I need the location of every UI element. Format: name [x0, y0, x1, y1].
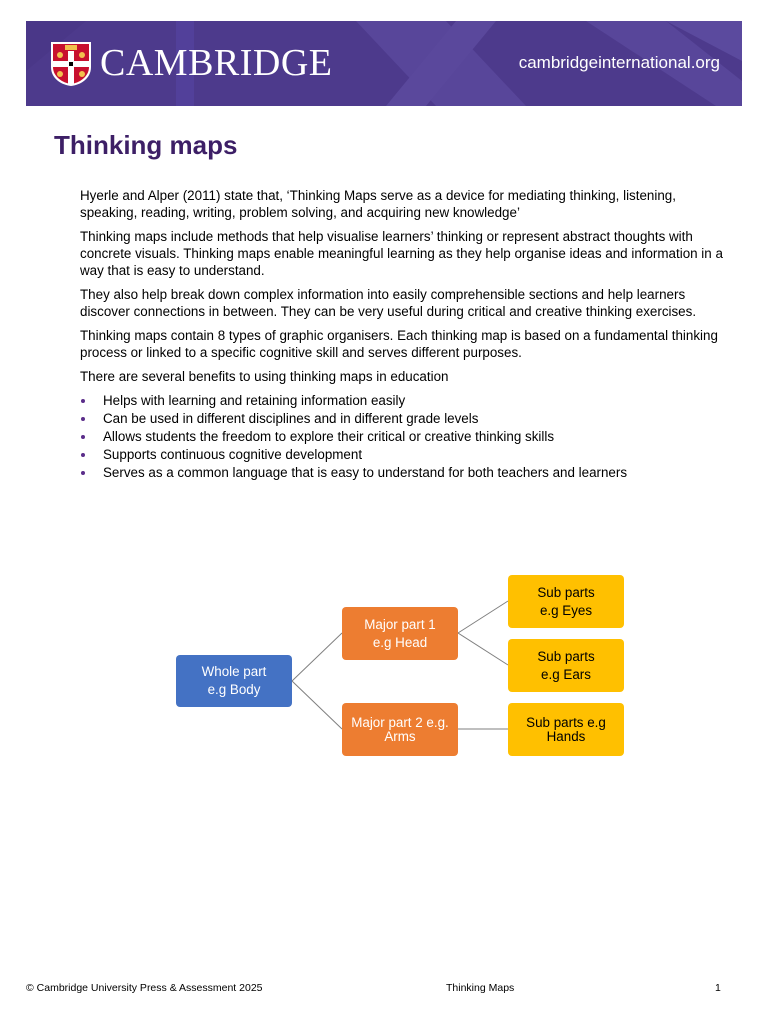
sub-parts-hands-node [508, 703, 624, 756]
paragraph: There are several benefits to using thinking maps in education [80, 369, 449, 384]
website-link[interactable]: cambridgeinternational.org [518, 53, 720, 72]
page-title: Thinking maps [54, 130, 238, 160]
header-banner [26, 21, 742, 106]
brand-name: CAMBRIDGE [100, 42, 333, 84]
node-label: Major part 1 e.g Head [364, 616, 436, 650]
major-part-1-node [342, 607, 458, 660]
footer-doc-title: Thinking Maps [446, 982, 515, 994]
body-text [80, 187, 730, 482]
node-label: Whole part e.g Body [201, 664, 267, 697]
cambridge-crest-icon [50, 41, 92, 87]
list-item: Can be used in different disciplines and in different grade levels [80, 410, 730, 427]
paragraph: Thinking maps include methods that help visualise learners’ thinking or represent abstract thoughts with concrete visuals. Thinking maps enable meaningful learning as they help organise ideas and information in a way that is easy to understand. [80, 229, 723, 278]
list-item: Supports continuous cognitive development [80, 446, 730, 463]
connector-line [292, 681, 342, 729]
footer-copyright: © Cambridge University Press & Assessment 2025 [26, 982, 263, 994]
node-label: Sub parts e.g Ears [537, 648, 595, 682]
sub-parts-ears-node [508, 639, 624, 692]
major-part-2-node [342, 703, 458, 756]
sub-parts-eyes-node [508, 575, 624, 628]
paragraph: They also help break down complex information into easily comprehensible sections and help learners discover connections in between. They can be very useful during critical and creative thinking exercises. [80, 287, 697, 319]
node-label: Major part 2 e.g. Arms [351, 714, 449, 744]
paragraph: Thinking maps contain 8 types of graphic organisers. Each thinking map is based on a fundamental thinking process or linked to a specific cognitive skill and serves different purposes. [80, 328, 718, 360]
list-item: Serves as a common language that is easy to understand for both teachers and learners [80, 464, 730, 481]
footer-page-number: 1 [715, 982, 721, 994]
node-label: Sub parts e.g Eyes [537, 584, 595, 618]
connector-line [458, 601, 508, 633]
list-item: Helps with learning and retaining information easily [80, 392, 730, 409]
node-label: Sub parts e.g Hands [526, 714, 606, 744]
paragraph: Hyerle and Alper (2011) state that, ‘Thinking Maps serve as a device for mediating thinking, listening, speaking, reading, writing, problem solving, and acquiring new knowledge’ [80, 188, 676, 220]
benefits-list [80, 392, 730, 481]
list-item: Allows students the freedom to explore their critical or creative thinking skills [80, 428, 730, 445]
connector-line [292, 633, 342, 681]
whole-part-node [176, 655, 292, 707]
connector-line [458, 633, 508, 665]
